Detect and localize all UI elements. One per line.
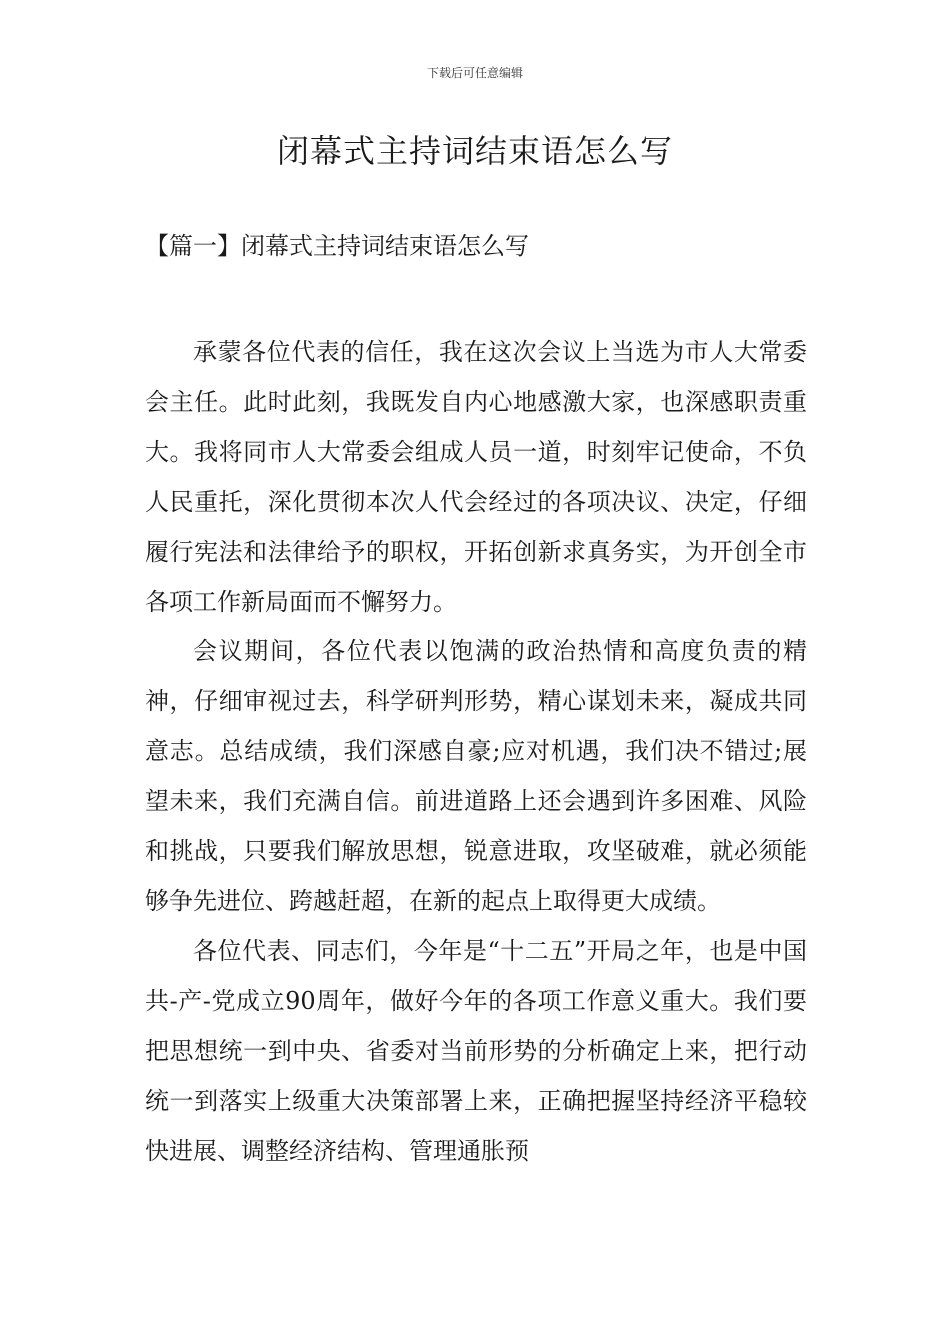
- paragraph: 承蒙各位代表的信任，我在这次会议上当选为市人大常委会主任。此时此刻，我既发自内心地感激大家，也深感职责重大。我将同市人大常委会组成人员一道，时刻牢记使命，不负人民重托，深化贯彻本次人代会经过的各项决议、决定，仔细履行宪法和法律给予的职权，开拓创新求真务实，为开创全市各项工作新局面而不懈努力。: [145, 338, 807, 616]
- document-title: 闭幕式主持词结束语怎么写: [276, 132, 673, 170]
- document-body: [145, 328, 807, 1176]
- header-note: 下载后可任意编辑: [426, 66, 523, 80]
- section-heading: 【篇一】闭幕式主持词结束语怎么写: [145, 232, 529, 260]
- paragraph: 各位代表、同志们，今年是“十二五”开局之年，也是中国共-产-党成立90周年，做好今年的各项工作意义重大。我们要把思想统一到中央、省委对当前形势的分析确定上来，把行动统一到落实上级重大决策部署上来，正确把握坚持经济平稳较快进展、调整经济结构、管理通胀预: [145, 936, 807, 1165]
- paragraph: 会议期间，各位代表以饱满的政治热情和高度负责的精神，仔细审视过去，科学研判形势，精心谋划未来，凝成共同意志。总结成绩，我们深感自豪;应对机遇，我们决不错过;展望未来，我们充满自信。前进道路上还会遇到许多困难、风险和挑战，只要我们解放思想，锐意进取，攻坚破难，就必须能够争先进位、跨越赶超，在新的起点上取得更大成绩。: [145, 637, 807, 915]
